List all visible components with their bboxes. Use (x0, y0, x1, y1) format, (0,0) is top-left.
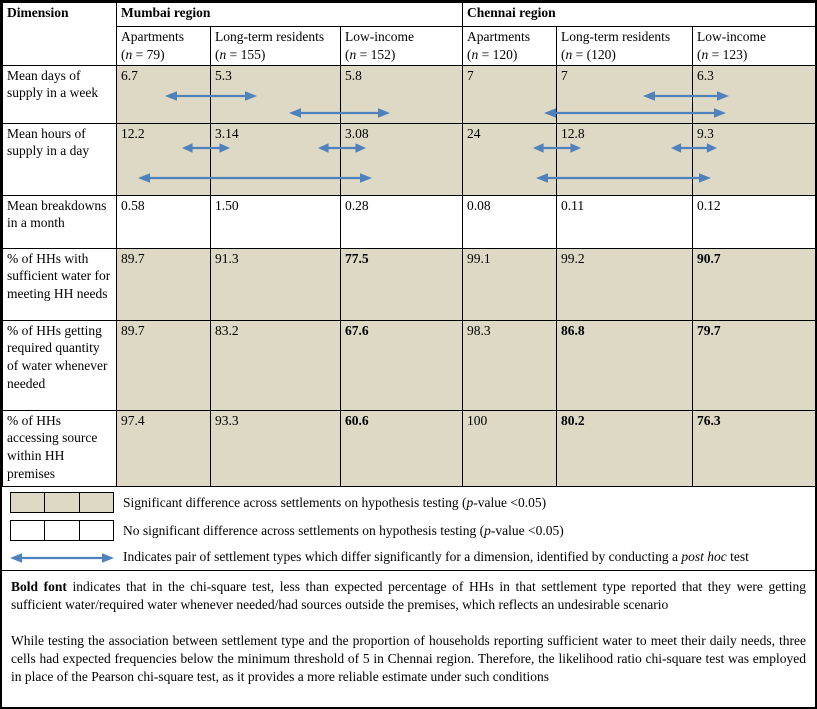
region-header-chennai: Chennai region (463, 3, 816, 27)
value-cell: 76.3 (693, 410, 816, 486)
text-segment: ( (467, 46, 472, 62)
text-segment: Bold font (11, 578, 67, 594)
notes (2, 571, 815, 686)
value-cell: 80.2 (557, 410, 693, 486)
dimension-label: Mean breakdowns in a month (3, 195, 117, 248)
text-segment: post hoc (681, 548, 727, 564)
text-segment: = 155) (226, 46, 266, 62)
value-cell: 0.12 (693, 195, 816, 248)
text-segment: ( (561, 46, 566, 62)
value-cell: 77.5 (341, 248, 463, 320)
table-row (3, 123, 816, 195)
value-cell: 5.8 (341, 65, 463, 123)
value-cell: 98.3 (463, 320, 557, 410)
text-segment: n (349, 46, 357, 62)
dimension-label: % of HHs with sufficient water for meeting HH needs (3, 248, 117, 320)
value-cell: 0.08 (463, 195, 557, 248)
text-segment: Long-term residents (215, 29, 325, 44)
text-segment: -value <0.05) (490, 523, 564, 539)
table-row (3, 195, 816, 248)
dimension-header: Dimension (3, 3, 117, 66)
column-header (463, 27, 557, 66)
value-cell: 83.2 (211, 320, 341, 410)
water-supply-comparison-table (2, 2, 816, 487)
text-segment: test (726, 548, 749, 564)
swatch-cell (44, 492, 79, 513)
text-segment: Apartments (121, 29, 184, 44)
value-cell: 93.3 (211, 410, 341, 486)
column-header (557, 27, 693, 66)
text-segment: Significant difference across settlements on hypothesis testing ( (123, 495, 467, 511)
shaded-cells-swatch (10, 492, 114, 513)
value-cell: 12.2 (117, 123, 211, 195)
value-cell: 5.3 (211, 65, 341, 123)
value-cell: 100 (463, 410, 557, 486)
column-header (117, 27, 211, 66)
legend-text (123, 549, 749, 564)
swatch-cell (10, 520, 45, 541)
value-cell: 99.2 (557, 248, 693, 320)
text-segment: -value <0.05) (473, 495, 547, 511)
value-cell: 6.3 (693, 65, 816, 123)
table-row (3, 320, 816, 410)
table-row (3, 65, 816, 123)
table-row (3, 410, 816, 486)
value-cell: 0.11 (557, 195, 693, 248)
text-segment: Long-term residents (561, 29, 671, 44)
text-segment: = 152) (356, 46, 396, 62)
dimension-label: Mean hours of supply in a day (3, 123, 117, 195)
text-segment: Low-income (697, 29, 766, 44)
text-segment: n (565, 46, 573, 62)
legend-text (123, 522, 564, 540)
region-header-row (3, 3, 816, 27)
value-cell: 6.7 (117, 65, 211, 123)
legend-item (10, 492, 807, 513)
column-header-row (3, 27, 816, 66)
legend-item (10, 520, 807, 541)
text-segment: No significant difference across settlements on hypothesis testing ( (123, 523, 485, 539)
text-segment: n (219, 46, 227, 62)
text-segment: n (701, 46, 709, 62)
plain-cells-swatch (10, 520, 114, 541)
dimension-label: % of HHs accessing source within HH premises (3, 410, 117, 486)
column-header (341, 27, 463, 66)
column-header (211, 27, 341, 66)
column-header (693, 27, 816, 66)
double-arrow-icon (10, 552, 114, 564)
text-segment: p (466, 495, 474, 511)
region-header-mumbai: Mumbai region (117, 3, 463, 27)
text-segment: = 123) (708, 46, 748, 62)
dimension-label: % of HHs getting required quantity of water whenever needed (3, 320, 117, 410)
swatch-cell (79, 492, 114, 513)
text-segment: ( (215, 46, 220, 62)
swatch-cell (44, 520, 79, 541)
text-segment: p (484, 523, 491, 539)
legend-item (10, 548, 807, 566)
value-cell: 1.50 (211, 195, 341, 248)
text-segment: While testing the association between settlement type and the proportion of households reporting sufficient water to meet their daily needs, three cells had expected frequencies below the minimum threshold of 5 in Chennai region. Therefore, the likelihood ratio chi-square test was employed in place of the Pearson chi-square test, as it provides a more reliable estimate under such conditions (11, 632, 806, 684)
value-cell: 86.8 (557, 320, 693, 410)
text-segment: Indicates pair of settlement types which differ significantly for a dimension, identified by conducting a (123, 548, 682, 564)
note-paragraph (11, 578, 806, 614)
value-cell: 91.3 (211, 248, 341, 320)
value-cell: 0.58 (117, 195, 211, 248)
value-cell: 90.7 (693, 248, 816, 320)
value-cell: 3.14 (211, 123, 341, 195)
text-segment: n (471, 46, 479, 62)
value-cell: 67.6 (341, 320, 463, 410)
value-cell: 9.3 (693, 123, 816, 195)
value-cell: 7 (463, 65, 557, 123)
legend (2, 487, 815, 566)
text-segment: = 79) (132, 46, 165, 62)
swatch-cell (79, 520, 114, 541)
value-cell: 7 (557, 65, 693, 123)
value-cell: 79.7 (693, 320, 816, 410)
dimension-label: Mean days of supply in a week (3, 65, 117, 123)
text-segment: Apartments (467, 29, 530, 44)
value-cell: 97.4 (117, 410, 211, 486)
table-row (3, 248, 816, 320)
text-segment: ( (697, 46, 702, 62)
text-segment: = (120) (572, 46, 616, 62)
note-paragraph (11, 632, 806, 686)
legend-text (123, 494, 546, 512)
value-cell: 0.28 (341, 195, 463, 248)
text-segment: indicates that in the chi-square test, less than expected percentage of HHs in that settlement type reported that they were getting sufficient water/required water whenever needed/had sources outside the premises, which reflects an undesirable scenario (11, 578, 806, 612)
value-cell: 24 (463, 123, 557, 195)
value-cell: 99.1 (463, 248, 557, 320)
text-segment: Low-income (345, 29, 414, 44)
value-cell: 89.7 (117, 248, 211, 320)
text-segment: ( (121, 46, 126, 62)
value-cell: 89.7 (117, 320, 211, 410)
text-segment: ( (345, 46, 350, 62)
value-cell: 3.08 (341, 123, 463, 195)
swatch-cell (10, 492, 45, 513)
value-cell: 60.6 (341, 410, 463, 486)
value-cell: 12.8 (557, 123, 693, 195)
text-segment: = 120) (478, 46, 518, 62)
text-segment: n (125, 46, 133, 62)
